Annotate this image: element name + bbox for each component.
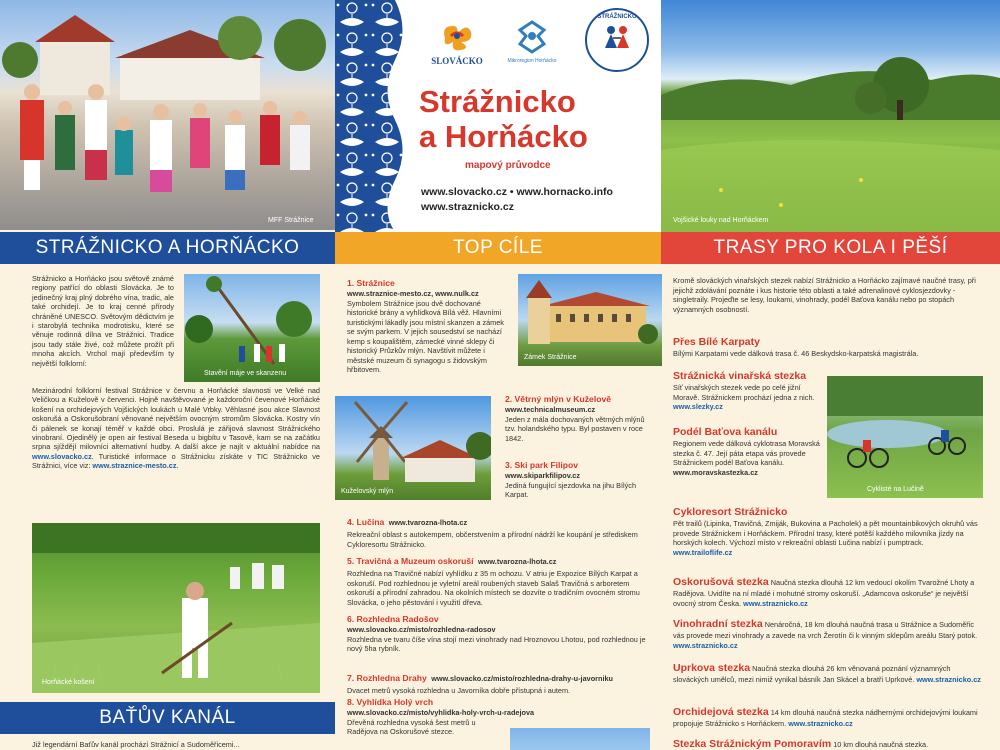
- top-item-3: [505, 460, 655, 500]
- top-item-5-title: 5. Travičná a Muzeum oskoruší: [347, 556, 474, 566]
- top-item-1-links[interactable]: www.straznice-mesto.cz, www.nulk.cz: [347, 289, 479, 298]
- top-item-2-links[interactable]: www.technicalmuseum.cz: [505, 405, 596, 414]
- meadow-scene: [661, 0, 1000, 232]
- slovacko-logo-icon: [437, 18, 477, 52]
- maypole-scene: [184, 274, 320, 382]
- route-7: [673, 662, 983, 685]
- top-item-8-text: Dřevěná rozhledna vysoká šest metrů u Radějova na Oskorušové stezce.: [347, 717, 476, 736]
- mowing-scene: [32, 523, 320, 693]
- main-title: [419, 84, 659, 154]
- title-line-2: a Horňácko: [419, 119, 588, 154]
- top-item-4-text: Rekreační oblast s autokempem, občerstvením a přírodní nádrží ke koupání je střediskem Cykloresortu Strážnicko.: [347, 530, 638, 549]
- top-item-3-links[interactable]: www.skiparkfilipov.cz: [505, 471, 581, 480]
- top-item-5-text: Rozhledna na Travičné nabízí vyhlídku z 35 m ochozu. V atriu je Expozice Bílých Karpat a oskoruší. Pod rozhlednou je vyletní areál roubených staveb Salaš Travičná s arboretem oskoruší a přírodní zahradou. Na okolních místech se dozvíte o tradičním ovocném stromu Slovácka, o jeho pěstování i využití dřeva.: [347, 569, 640, 607]
- route-8-title: Orchidejová stezka: [673, 706, 769, 718]
- photo-mowing: [32, 523, 320, 693]
- route-3-link[interactable]: www.moravskastezka.cz: [673, 467, 758, 477]
- top-item-4-links[interactable]: www.tvarozna-lhota.cz: [388, 518, 468, 527]
- route-5-link[interactable]: www.straznicko.cz: [743, 598, 808, 608]
- route-4-title: Cykloresort Strážnicko: [673, 506, 788, 518]
- top-item-7-links[interactable]: www.slovacko.cz/misto/rozhledna-drahy-u-javorniku: [431, 674, 613, 683]
- section-header-top-cile: TOP CÍLE: [335, 232, 661, 264]
- route-1-text: Bílými Karpatami vede dálková trasa č. 46 Beskydsko-karpatská magistrála.: [673, 349, 919, 358]
- photo-meadow: [661, 0, 1000, 232]
- route-2-title: Strážnická vinařská stezka: [673, 370, 807, 382]
- link-slovacko[interactable]: www.slovacko.cz: [32, 451, 92, 461]
- route-4-text: Pět trailů (Lipinka, Travičná, Zmiják, Bukovina a Pacholek) a pět mountainbikových okruhů vás provede Strážnickem i Horňáckem. Přírodní trasy, které potěší každého milovníka jízdy na horských kolech. Výchozí místo v rekreační oblasti Lučina nabízí i pumptrack.: [673, 519, 978, 547]
- top-item-4-title: 4. Lučina: [347, 517, 385, 527]
- route-4: [673, 506, 983, 557]
- route-5-text: Naučná stezka dlouhá 12 km vedoucí okolím Tvarožné Lhoty a Radějova. Uvidíte na ní mladé i mohutné stromy oskoruší. „Adamcova oskoruše“ je největší ovocný strom Česka.: [673, 578, 975, 608]
- route-6-text: Nenáročná, 18 km dlouhá naučná trasa u Strážnice a Sudoměřic vás provede mezi vinohrady a zavede na vrch Žerotín či k vinným sklepům areálu Starý potok.: [673, 620, 978, 640]
- route-1: [673, 336, 983, 359]
- subtitle: mapový průvodce: [465, 160, 551, 171]
- photo-holy-vrch: [510, 728, 650, 750]
- route-9-title: Stezka Strážnickým Pomoravím: [673, 738, 832, 750]
- route-7-text: Naučná stezka dlouhá 26 km věnovaná poznání významných slováckých umělců, mezi nimiž vynikal básník Jan Skácel a bratři Uprkové.: [673, 664, 951, 684]
- route-7-title: Uprkova stezka: [673, 662, 751, 674]
- top-item-5: [347, 551, 652, 607]
- route-2-link[interactable]: www.slezky.cz: [673, 402, 723, 411]
- website-line-2[interactable]: www.straznicko.cz: [421, 201, 514, 213]
- section-header-trasy: TRASY PRO KOLA I PĚŠÍ: [661, 232, 1000, 264]
- top-item-2-text: Jeden z mála dochovaných větrných mlýnů tzv. holandského typu. Byl postaven v roce 1842.: [505, 414, 645, 443]
- slovacko-logo: [427, 18, 487, 68]
- straznicko-logo-text: STRÁŽNICKO: [597, 14, 637, 20]
- windmill-scene: [335, 396, 491, 500]
- section-header-straznicko: STRÁŽNICKO A HORŇÁCKO: [0, 232, 335, 264]
- straznicko-logo: [585, 8, 649, 72]
- title-line-1: Strážnicko: [419, 84, 576, 119]
- top-item-2: [505, 394, 655, 443]
- left-para3-text: Turistické informace o Strážnicku získáte v TIC Strážnicko ve Strážnici, více viz:: [32, 451, 320, 471]
- festival-scene: [0, 0, 335, 230]
- top-item-7-text: Dvacet metrů vysoká rozhledna u Javorníka dobře přístupná i autem.: [347, 686, 571, 695]
- route-9-text: 10 km dlouhá naučná stezka.: [833, 740, 929, 749]
- slovacko-logo-text: SLOVÁCKO: [431, 56, 483, 66]
- title-panel: [405, 0, 661, 232]
- photo-caption: Kuželovský mlýn: [341, 488, 394, 495]
- route-3-title: Podél Baťova kanálu: [673, 426, 778, 438]
- route-6: [673, 618, 983, 650]
- route-1-title: Přes Bílé Karpaty: [673, 336, 760, 348]
- photo-maypole: [184, 274, 320, 382]
- right-intro: Kromě slováckých vinařských stezek nabízí Strážnicko a Horňácko zajímavé naučné trasy, při jejichž zdolávání poznáte i kus historie této oblasti a také adrenalinové cyklosjezdovky - singletraily. Projeďte se lesy, loukami, vinohrady, podél Baťova kanálu nebo po stopách významných osobností.: [673, 276, 976, 314]
- route-8-text: 14 km dlouhá naučná stezka nádhernými orchidejovými loukami propojuje Strážnicko s Horňáckem.: [673, 708, 978, 728]
- folk-ornament-strip: [335, 0, 405, 232]
- top-item-8: [347, 697, 535, 737]
- top-item-2-title: 2. Větrný mlýn v Kuželově: [505, 394, 612, 404]
- photo-caption: Zámek Strážnice: [524, 354, 577, 361]
- route-9: [673, 738, 983, 750]
- photo-cyclists: [827, 376, 983, 498]
- photo-festival: [0, 0, 335, 230]
- photo-caption: Stavění máje ve skanzenu: [204, 370, 287, 377]
- route-2: [673, 370, 823, 412]
- ornament-pattern: [335, 0, 405, 232]
- route-5: [673, 576, 983, 608]
- top-item-4: [347, 512, 652, 549]
- top-item-8-links[interactable]: www.slovacko.cz/misto/vyhlidka-holy-vrch-u-radejova: [347, 708, 535, 717]
- cyclists-scene: [827, 376, 983, 498]
- top-item-5-links[interactable]: www.tvarozna-lhota.cz: [478, 557, 557, 566]
- castle-scene: [518, 274, 662, 366]
- top-item-6-text: Rozhledna ve tvaru číše vína stojí mezi vinohrady nad Hroznovou Lhotou, pod rozhlednou je nový 5ha rybník.: [347, 634, 646, 653]
- left-intro: Strážnicko a Horňácko jsou světově známé regiony patřící do oblasti Slovácka. Je to jedinečný kraj plný dobrého vína, tradic, ale také orchidejí. Je to kraj cenné přírody chráněné UNESCO. Světovým dědictvím je i starobylá technika modrotisku, které se věnuje rodinná dílna ve Strážnici. Tradice jsou tady stále živé, což můžete prožít při mnoha akcích. Vrchol mají především ty největší folklorní:: [32, 274, 174, 368]
- route-6-title: Vinohradní stezka: [673, 618, 763, 630]
- photo-castle: [518, 274, 662, 366]
- top-item-8-title: 8. Vyhlídka Holý vrch: [347, 697, 434, 707]
- photo-caption: Horňácké košení: [42, 679, 95, 686]
- link-straznice-mesto[interactable]: www.straznice-mesto.cz: [92, 461, 177, 471]
- route-8: [673, 706, 983, 729]
- photo-caption: MFF Strážnice: [268, 217, 314, 224]
- left-para2: Mezinárodní folklorní festival Strážnice v červnu a Horňácké slavnosti ve Velké nad Veličkou a Kuželově v červenci. Hojně navštěvované je každoroční čevenové Horňácké košení na orchidejových Vojšických loukách u Malé Vrbky. Věhlasné jsou akce Slavnost oskorušá a Oskorušobraní věnované největším ovocným stromům Slovácka. Kostry vín či pálenek se konají téměř v každé obci. Proslulá je zářijová slavnost Strážnického vinobraní. Ojedinělý je open air festival Beseda u bigbítu v Tasově, kam se na začátku srpna sjíždějí milovníci alternativní hudby. A další akce je najít v aktuální nabídce na www.slovacko.cz. Turistické informace o Strážnicku získáte v TIC Strážnicko ve Strážnici, více viz: www.straznice-mesto.cz.: [32, 386, 320, 471]
- top-item-7-title: 7. Rozhledna Drahy: [347, 673, 427, 683]
- route-6-link[interactable]: www.straznicko.cz: [673, 640, 738, 650]
- route-8-link[interactable]: www.straznicko.cz: [788, 719, 853, 728]
- top-item-6-links[interactable]: www.slovacko.cz/misto/rozhledna-radosov: [347, 625, 496, 634]
- dancers-icon: [599, 22, 635, 58]
- top-item-3-title: 3. Ski park Filipov: [505, 460, 579, 470]
- section-header-batuv-kanal: BAŤŮV KANÁL: [0, 702, 335, 734]
- top-item-6-title: 6. Rozhledna Radošov: [347, 614, 439, 624]
- route-5-title: Oskorušová stezka: [673, 576, 769, 588]
- top-item-1-title: 1. Strážnice: [347, 278, 395, 288]
- route-3-text: Regionem vede dálková cyklotrasa Moravská stezka č. 47. Její páta etapa vás provede Strážnickem podél Baťova kanálu.: [673, 439, 820, 467]
- photo-caption: Cyklisté na Lučině: [867, 486, 924, 493]
- hornacko-logo-icon: [512, 16, 552, 56]
- top-item-6: [347, 614, 652, 654]
- top-item-1: [347, 278, 512, 375]
- left-bottom-text: Již legendární Baťův kanál prochází Strážnicí a Sudoměřicemi...: [32, 740, 240, 749]
- photo-windmill: [335, 396, 491, 500]
- photo-caption: Vojšické louky nad Horňáckem: [673, 217, 769, 224]
- left-para2-text: Mezinárodní folklorní festival Strážnice v červnu a Horňácké slavnosti ve Velké nad Veličkou a Kuželově v červenci. Hojně navštěvované je každoroční čevenové Horňácké košení na orchidejových Vojšických loukách u Malé Vrbky. Věhlasné jsou akce Slavnost oskorušá a Oskorušobraní věnované největším ovocným stromům Slovácka. Kostry vín či pálenek se konají téměř v každé obci. Proslulá je zářijová slavnost Strážnického vinobraní. Ojedinělý je open air festival Beseda u bigbítu v Tasově, kam se na začátku srpna sjíždějí milovníci alternativní hudby. A další akce je najít v aktuální nabídce na: [32, 386, 320, 452]
- hornacko-logo: [501, 16, 563, 71]
- top-item-3-text: Jediná fungující sjezdovka na jihu Bílých Karpat.: [505, 480, 637, 499]
- route-2-text: Síť vinařských stezek vede po celé jižní Moravě. Strážnickem prochází jedna z nich.: [673, 383, 815, 402]
- route-4-link[interactable]: www.trailoflife.cz: [673, 547, 733, 557]
- top-item-7: [347, 668, 657, 696]
- hornacko-logo-text: Mikroregion Horňácko: [507, 58, 557, 64]
- route-3: [673, 426, 823, 477]
- route-7-link[interactable]: www.straznicko.cz: [916, 675, 981, 684]
- top-item-1-text: Symbolem Strážnice jsou dvě dochované historické brány a vyhlídková Bílá věž. Hlavními turistickými lákadly jsou místní skanzen a zámek se svým parkem. V jejich sousedství se nachází kemp s koupalištěm, zámecké vinné sklepy či historický Průzkův mlýn. Navštívit můžete i městské muzeum či synagogu s židovským hřbitovem.: [347, 298, 504, 374]
- website-line-1[interactable]: www.slovacko.cz • www.hornacko.info: [421, 186, 613, 198]
